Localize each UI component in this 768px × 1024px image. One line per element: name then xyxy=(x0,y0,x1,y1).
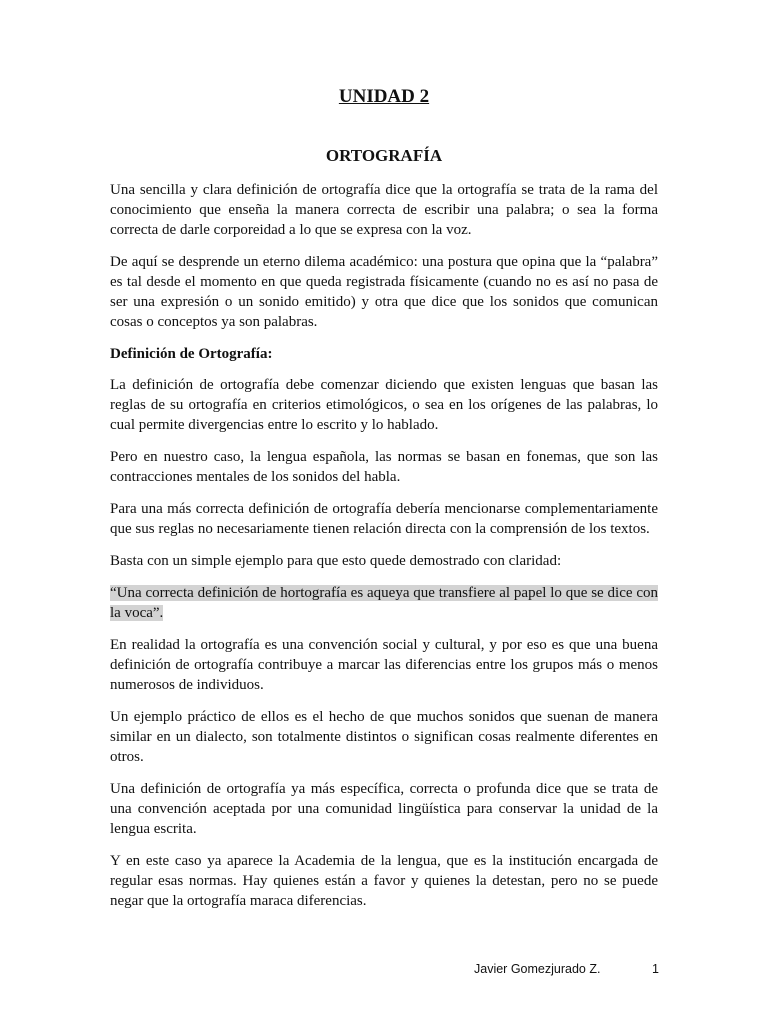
section-title: ORTOGRAFÍA xyxy=(325,146,443,165)
document-body xyxy=(110,180,658,923)
paragraph-etimologia: La definición de ortografía debe comenzar diciendo que existen lenguas que basan las reglas de su ortografía en criterios etimológicos, o sea en los orígenes de las palabras, lo cual permite divergencias entre lo escrito y lo hablado. xyxy=(110,377,658,433)
paragraph-academia: Y en este caso ya aparece la Academia de la lengua, que es la institución encargada de regular esas normas. Hay quienes están a favor y quienes la detestan, pero no se puede negar que la ortografía maraca diferencias. xyxy=(110,853,658,909)
unit-heading: UNIDAD 2 xyxy=(338,86,430,107)
page-footer xyxy=(0,962,768,980)
highlighted-quote: “Una correcta definición de hortografía es aqueya que transfiere al papel lo que se dice con la voca”. xyxy=(110,585,658,621)
paragraph-convencion: En realidad la ortografía es una convención social y cultural, y por eso es que una buena definición de ortografía contribuye a marcar las diferencias entre los grupos más o menos numerosos de individuos. xyxy=(110,637,658,693)
paragraph-ejemplo-intro: Basta con un simple ejemplo para que esto quede demostrado con claridad: xyxy=(110,553,562,569)
paragraph-especifica: Una definición de ortografía ya más específica, correcta o profunda dice que se trata de una convención aceptada por una comunidad lingüística para conservar la unidad de la lengua escrita. xyxy=(110,781,658,837)
footer-author: Javier Gomezjurado Z. xyxy=(474,962,601,976)
subheading-definicion: Definición de Ortografía: xyxy=(110,346,273,362)
paragraph-fonemas: Pero en nuestro caso, la lengua española, las normas se basan en fonemas, que son las contracciones mentales de los sonidos del habla. xyxy=(110,449,658,485)
paragraph-intro: Una sencilla y clara definición de ortografía dice que la ortografía se trata de la rama del conocimiento que enseña la manera correcta de escribir una palabra; o sea la forma correcta de darle corporeidad a lo que se expresa con la voz. xyxy=(110,182,658,238)
paragraph-ejemplo-cita xyxy=(110,583,658,623)
paragraph-dialectos: Un ejemplo práctico de ellos es el hecho de que muchos sonidos que suenan de manera similar en un dialecto, son totalmente distintos o significan cosas realmente diferentes en otros. xyxy=(110,709,658,765)
page-number: 1 xyxy=(652,962,659,976)
paragraph-reglas: Para una más correcta definición de ortografía debería mencionarse complementariamente que sus reglas no necesariamente tienen relación directa con la comprensión de los textos. xyxy=(110,501,658,537)
paragraph-dilema: De aquí se desprende un eterno dilema académico: una postura que opina que la “palabra” es tal desde el momento en que queda registrada físicamente (cuando no es así no pasa de ser una expresión o un sonido emitido) y otra que dice que los sonidos que comunican cosas o conceptos ya son palabras. xyxy=(110,254,658,330)
